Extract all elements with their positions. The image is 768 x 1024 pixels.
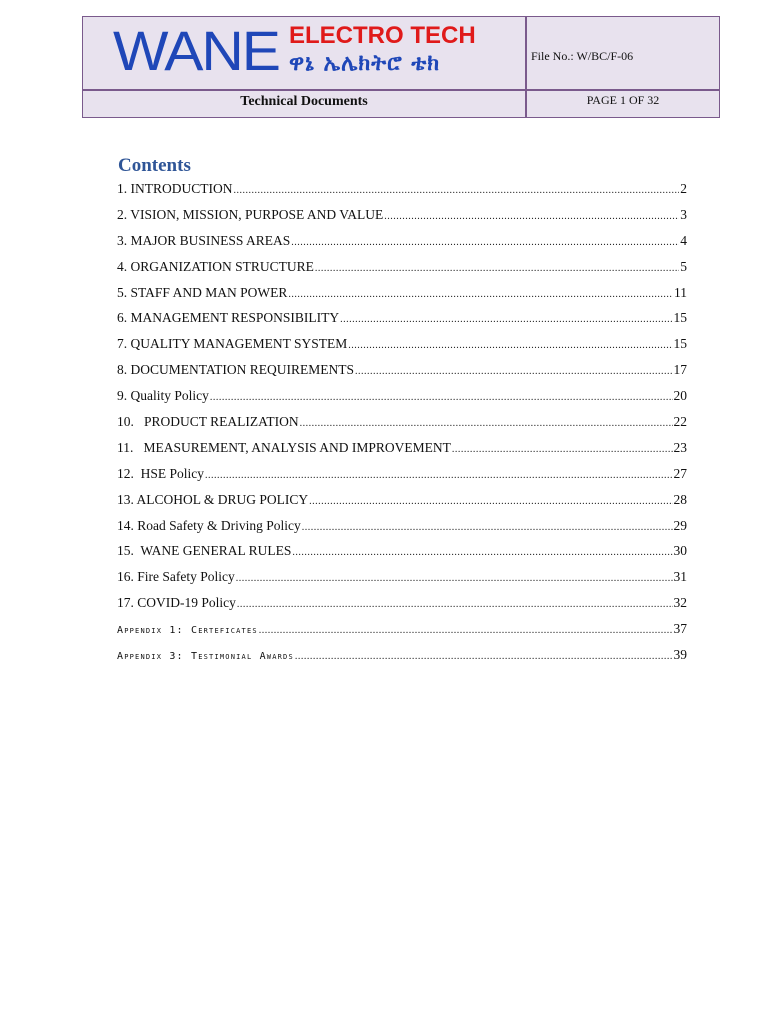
toc-entry-label: 10. PRODUCT REALIZATION [117, 414, 299, 430]
toc-entry[interactable] [117, 361, 687, 387]
toc-entry-page: 11 [674, 284, 687, 300]
toc-entry[interactable] [117, 387, 687, 413]
toc-entry[interactable] [117, 568, 687, 594]
contents-heading: Contents [118, 155, 191, 176]
toc-entry[interactable] [117, 465, 687, 491]
page-number: PAGE 1 OF 32 [586, 93, 660, 107]
toc-entry-label: Appendix 3: Testimonial Awards [117, 651, 294, 663]
toc-entry[interactable] [117, 232, 687, 258]
toc-entry[interactable] [117, 180, 687, 206]
toc-entry-label: 17. COVID-19 Policy [117, 595, 236, 611]
logo-amharic-text: ዋኔ ኤሌክትሮ ቴክ [289, 51, 441, 76]
toc-entry-page: 39 [673, 647, 687, 663]
toc-entry-label: 9. Quality Policy [117, 388, 209, 404]
toc-entry-label: 5. STAFF AND MAN POWER [117, 284, 288, 300]
toc-entry[interactable] [117, 206, 687, 232]
toc-entry-page: 27 [673, 465, 687, 481]
logo-electro-tech-text: ELECTRO TECH [289, 22, 476, 49]
toc-entry-label: 12. HSE Policy [117, 465, 205, 481]
toc-entry-page: 3 [680, 206, 687, 222]
toc-entry[interactable] [117, 491, 687, 517]
document-title: Technical Documents [240, 94, 368, 109]
toc-entry-label: 3. MAJOR BUSINESS AREAS [117, 232, 291, 248]
toc-entry-page: 4 [680, 232, 687, 248]
toc-entry[interactable] [117, 335, 687, 361]
toc-entry-label: 7. QUALITY MANAGEMENT SYSTEM [117, 336, 348, 352]
table-of-contents [117, 180, 687, 672]
toc-entry-label: 11. MEASUREMENT, ANALYSIS AND IMPROVEMENT [117, 439, 451, 455]
toc-entry-label: 8. DOCUMENTATION REQUIREMENTS [117, 362, 355, 378]
toc-entry[interactable] [117, 309, 687, 335]
toc-entry-label: 6. MANAGEMENT RESPONSIBILITY [117, 310, 340, 326]
toc-entry[interactable] [117, 258, 687, 284]
toc-entry-label: 1. INTRODUCTION [117, 181, 233, 196]
toc-entry-page: 23 [673, 439, 687, 455]
toc-entry-appendix[interactable] [117, 646, 687, 672]
toc-entry[interactable] [117, 413, 687, 439]
toc-entry[interactable] [117, 284, 687, 310]
toc-entry-page: 29 [673, 517, 687, 533]
toc-entry-label: 15. WANE GENERAL RULES [117, 543, 292, 559]
toc-entry-label: 13. ALCOHOL & DRUG POLICY [117, 491, 309, 507]
toc-entry-page: 2 [680, 181, 687, 196]
toc-entry-page: 15 [673, 310, 687, 326]
toc-entry[interactable] [117, 594, 687, 620]
toc-entry-label: 14. Road Safety & Driving Policy [117, 517, 301, 533]
file-number: File No.: W/BC/F-06 [531, 49, 634, 63]
toc-entry-label: 4. ORGANIZATION STRUCTURE [117, 258, 314, 274]
toc-entry[interactable] [117, 542, 687, 568]
toc-entry-page: 5 [680, 258, 687, 274]
toc-entry-appendix[interactable] [117, 620, 687, 646]
toc-entry-page: 20 [673, 388, 687, 404]
toc-entry-page: 17 [673, 362, 687, 378]
toc-entry[interactable] [117, 439, 687, 465]
toc-entry-label: 16. Fire Safety Policy [117, 569, 235, 585]
toc-entry-page: 32 [673, 595, 687, 611]
toc-entry-page: 37 [673, 621, 687, 637]
toc-entry-page: 30 [673, 543, 687, 559]
toc-entry-page: 15 [673, 336, 687, 352]
logo-wane-text: WANE [113, 19, 279, 82]
document-header [82, 16, 720, 118]
toc-entry-page: 22 [673, 414, 687, 430]
company-logo [113, 21, 493, 85]
toc-entry-label: 2. VISION, MISSION, PURPOSE AND VALUE [117, 206, 384, 222]
toc-entry-page: 28 [673, 491, 687, 507]
toc-entry[interactable] [117, 517, 687, 543]
toc-entry-label: Appendix 1: Certeficates [117, 625, 258, 637]
toc-entry-page: 31 [673, 569, 687, 585]
